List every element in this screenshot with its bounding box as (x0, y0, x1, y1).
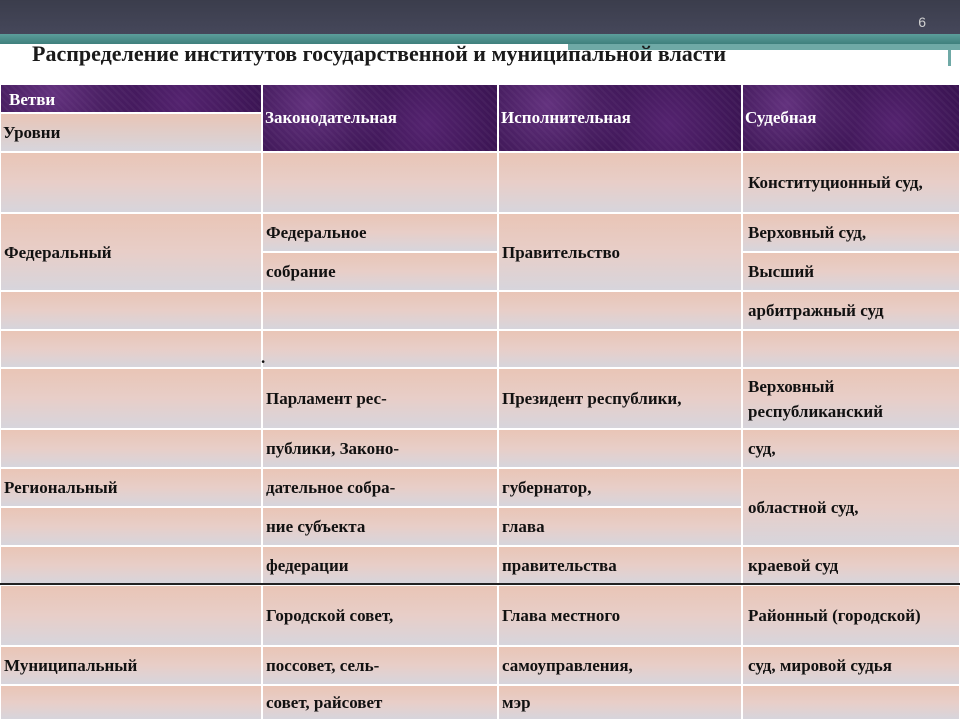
column-header-judicial: Судебная (742, 84, 960, 152)
level-municipal-label: Муниципальный (4, 656, 138, 675)
federal-jud-4 (742, 291, 960, 330)
separator-row-levels (0, 330, 262, 368)
federal-leg-text-2: собрание (266, 262, 336, 281)
municipal-leg-line-3 (262, 685, 498, 720)
regional-jud-2 (742, 429, 960, 468)
header-levels-label: Уровни (3, 122, 61, 142)
slide-title: Распределение институтов государственной и муниципальной власти (32, 41, 727, 66)
regional-leg-line-5 (262, 546, 498, 585)
federal-jud-text-4: арбитражный суд (748, 301, 884, 320)
federal-leg-spacer-2 (262, 291, 498, 330)
header-corner-levels (0, 113, 262, 152)
level-municipal (0, 646, 262, 685)
municipal-leg-text-1: Городской совет, (266, 606, 394, 625)
federal-leg-line-1 (262, 213, 498, 252)
federal-jud-text-1: Конституционный суд, (748, 173, 923, 192)
regional-exec-text-3: глава (502, 517, 545, 536)
municipal-exec-line-2 (498, 646, 742, 685)
federal-exec-spacer-1 (498, 152, 742, 213)
column-header-legislative: Законодательная (262, 84, 498, 152)
separator-row-exec (498, 330, 742, 368)
federal-jud-2 (742, 213, 960, 252)
regional-leg-text-1: Парламент рес- (266, 389, 387, 408)
municipal-exec-text-1: Глава местного (502, 606, 621, 625)
regional-exec-line-2 (498, 468, 742, 507)
separator-row-jud (742, 330, 960, 368)
municipal-jud-1 (742, 585, 960, 646)
municipal-jud-text-1: Районный (городской) (748, 606, 921, 625)
federal-jud-text-2: Верховный суд, (748, 223, 867, 242)
level-regional-spacer-3 (0, 507, 262, 546)
level-municipal-spacer-2 (0, 685, 262, 720)
municipal-leg-line-1 (262, 585, 498, 646)
federal-leg-spacer-1 (262, 152, 498, 213)
municipal-jud-text-2: суд, мировой судья (748, 656, 892, 675)
level-regional-spacer-2 (0, 429, 262, 468)
header-corner-branches (0, 84, 262, 113)
federal-leg-text-1: Федеральное (266, 223, 367, 242)
municipal-exec-line-1 (498, 585, 742, 646)
level-regional-spacer-4 (0, 546, 262, 585)
level-federal (0, 213, 262, 291)
regional-leg-text-2: публики, Законо- (266, 439, 400, 458)
regional-leg-line-2 (262, 429, 498, 468)
row-marker: . (261, 348, 266, 367)
regional-exec-text-4: правительства (502, 556, 617, 575)
municipal-leg-text-3: совет, райсовет (266, 693, 383, 712)
separator-row-leg (262, 330, 498, 368)
regional-leg-line-1 (262, 368, 498, 429)
federal-jud-1 (742, 152, 960, 213)
page-number: 6 (918, 14, 926, 30)
municipal-exec-line-3 (498, 685, 742, 720)
regional-leg-text-3: дательное собра- (266, 478, 396, 497)
federal-exec (498, 213, 742, 291)
federal-exec-spacer-2 (498, 291, 742, 330)
level-regional (0, 468, 262, 507)
regional-jud-1 (742, 368, 960, 429)
municipal-exec-text-2: самоуправления, (502, 656, 633, 675)
regional-leg-text-4: ние субъекта (266, 517, 366, 536)
regional-jud-text-3: областной суд, (748, 497, 859, 517)
regional-leg-text-5: федерации (266, 556, 349, 575)
column-header-executive: Исполнительная (498, 84, 742, 152)
regional-leg-line-3 (262, 468, 498, 507)
regional-exec-text-2: губернатор, (502, 478, 592, 497)
regional-jud-text-2: суд, (748, 439, 776, 458)
regional-jud-text-4: краевой суд (748, 556, 839, 575)
level-federal-label: Федеральный (4, 242, 112, 262)
federal-leg-line-2 (262, 252, 498, 291)
municipal-leg-text-2: поссовет, сель- (266, 656, 380, 675)
regional-exec-line-3 (498, 507, 742, 546)
level-regional-spacer-1 (0, 368, 262, 429)
header-branches-label: Ветви (9, 90, 56, 109)
regional-jud-3 (742, 468, 960, 546)
municipal-jud-3 (742, 685, 960, 720)
municipal-jud-2 (742, 646, 960, 685)
regional-exec-line-1 (498, 368, 742, 429)
regional-leg-line-4 (262, 507, 498, 546)
regional-jud-4 (742, 546, 960, 585)
municipal-exec-text-3: мэр (502, 693, 531, 712)
regional-exec-spacer (498, 429, 742, 468)
level-federal-spacer-1 (0, 152, 262, 213)
regional-jud-text-1: Верховный республиканский (748, 376, 883, 421)
federal-jud-3 (742, 252, 960, 291)
federal-exec-text: Правительство (502, 242, 621, 262)
row-rule-regional-bottom (0, 583, 960, 585)
level-federal-spacer-2 (0, 291, 262, 330)
regional-exec-line-4 (498, 546, 742, 585)
slide-top-bar (0, 0, 960, 34)
regional-exec-text-1: Президент республики, (502, 389, 682, 408)
federal-jud-text-3: Высший (748, 262, 815, 281)
level-municipal-spacer-1 (0, 585, 262, 646)
municipal-leg-line-2 (262, 646, 498, 685)
level-regional-label: Региональный (4, 478, 118, 497)
slide-accent-line-right (948, 50, 951, 66)
